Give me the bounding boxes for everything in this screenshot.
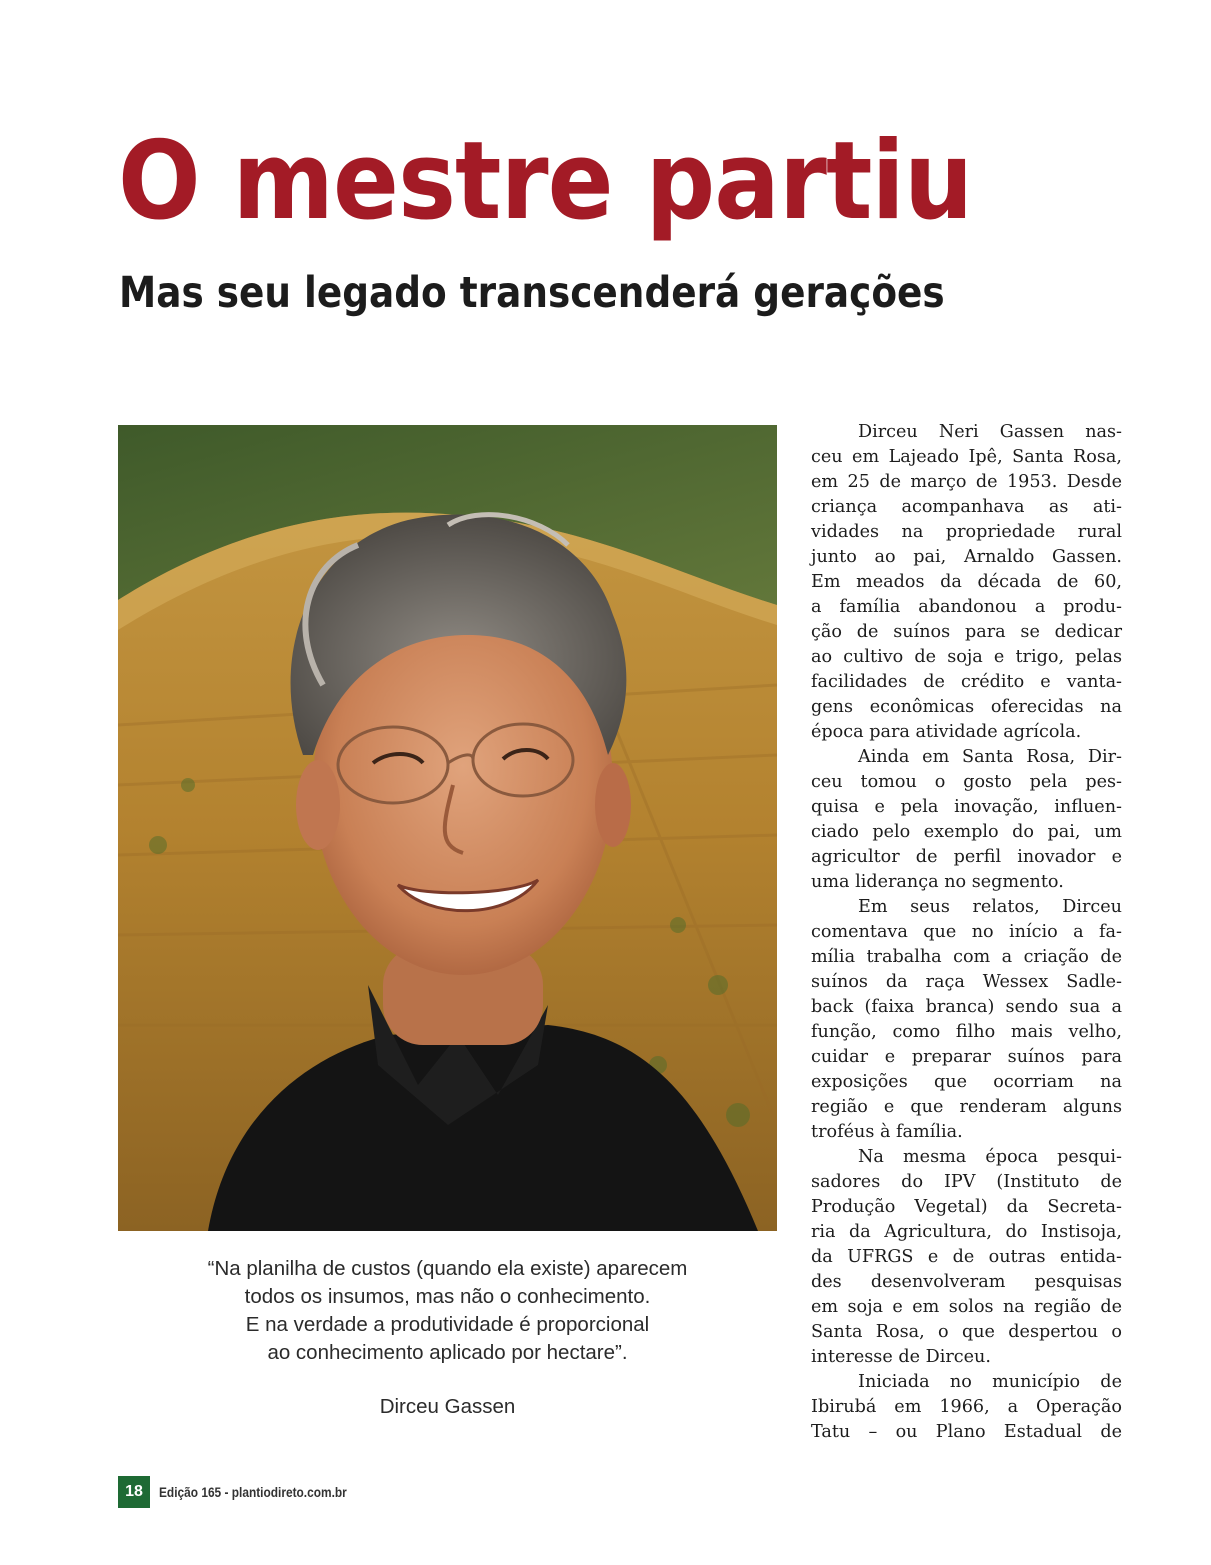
text-line: em soja e em solos na região de bbox=[811, 1297, 1122, 1317]
text-line: ceu em Lajeado Ipê, Santa Rosa, bbox=[811, 447, 1122, 467]
text-line: ceu tomou o gosto pela pes- bbox=[811, 772, 1122, 792]
text-line: troféus à família. bbox=[811, 1122, 963, 1142]
text-line: região e que renderam alguns bbox=[811, 1097, 1122, 1117]
text-line: interesse de Dirceu. bbox=[811, 1347, 991, 1367]
text-line: Ainda em Santa Rosa, Dir- bbox=[858, 747, 1122, 767]
article-paragraph bbox=[811, 1370, 1122, 1445]
text-line: facilidades de crédito e vanta- bbox=[811, 672, 1122, 692]
text-line: função, como filho mais velho, bbox=[811, 1022, 1122, 1042]
caption-line: todos os insumos, mas não o conhecimento. bbox=[244, 1285, 651, 1308]
text-line: Em seus relatos, Dirceu bbox=[858, 897, 1122, 917]
text-line: Dirceu Neri Gassen nas- bbox=[858, 422, 1122, 442]
caption-author: Dirceu Gassen bbox=[379, 1395, 516, 1418]
text-line: mília trabalha com a criação de bbox=[811, 947, 1122, 967]
text-line: ciado pelo exemplo do pai, um bbox=[811, 822, 1122, 842]
text-line: Tatu – ou Plano Estadual de bbox=[811, 1422, 1122, 1442]
article-paragraph bbox=[811, 895, 1122, 1145]
text-line: Produção Vegetal) da Secreta- bbox=[811, 1197, 1122, 1217]
text-line: quisa e pela inovação, influen- bbox=[811, 797, 1122, 817]
article-title: O mestre partiu bbox=[118, 119, 973, 244]
text-line: Ibirubá em 1966, a Operação bbox=[811, 1397, 1122, 1417]
text-line: comentava que no início a fa- bbox=[811, 922, 1122, 942]
caption-line: ao conhecimento aplicado por hectare”. bbox=[267, 1341, 628, 1364]
footer-edition-link[interactable]: Edição 165 - plantiodireto.com.br bbox=[159, 1484, 347, 1500]
caption-line: “Na planilha de custos (quando ela existe) aparecem bbox=[207, 1257, 688, 1280]
text-line: Iniciada no município de bbox=[858, 1372, 1122, 1392]
article-paragraph bbox=[811, 1145, 1122, 1370]
text-line: des desenvolveram pesquisas bbox=[811, 1272, 1122, 1292]
text-line: ao cultivo de soja e trigo, pelas bbox=[811, 647, 1122, 667]
text-line: Na mesma época pesqui- bbox=[858, 1147, 1122, 1167]
page-footer bbox=[118, 1476, 380, 1508]
article-paragraph bbox=[811, 745, 1122, 895]
text-line: agricultor de perfil inovador e bbox=[811, 847, 1122, 867]
page-number: 18 bbox=[118, 1476, 150, 1508]
text-line: criança acompanhava as ati- bbox=[811, 497, 1122, 517]
text-line: em 25 de março de 1953. Desde bbox=[811, 472, 1122, 492]
text-line: ção de suínos para se dedicar bbox=[811, 622, 1122, 642]
article-subtitle: Mas seu legado transcenderá gerações bbox=[119, 268, 945, 318]
text-line: sadores do IPV (Instituto de bbox=[811, 1172, 1122, 1192]
text-line: a família abandonou a produ- bbox=[811, 597, 1122, 617]
text-line: época para atividade agrícola. bbox=[811, 722, 1082, 742]
text-line: Em meados da década de 60, bbox=[811, 572, 1122, 592]
text-line: cuidar e preparar suínos para bbox=[811, 1047, 1122, 1067]
text-line: da UFRGS e de outras entida- bbox=[811, 1247, 1122, 1267]
text-line: vidades na propriedade rural bbox=[811, 522, 1122, 542]
text-line: uma liderança no segmento. bbox=[811, 872, 1064, 892]
text-line: exposições que ocorriam na bbox=[811, 1072, 1122, 1092]
article-body bbox=[811, 420, 1122, 1445]
portrait-photo bbox=[118, 425, 777, 1231]
text-line: back (faixa branca) sendo sua a bbox=[811, 997, 1122, 1017]
photo-caption bbox=[118, 1255, 777, 1367]
text-line: junto ao pai, Arnaldo Gassen. bbox=[811, 547, 1122, 567]
text-line: gens econômicas oferecidas na bbox=[811, 697, 1122, 717]
text-line: Santa Rosa, o que despertou o bbox=[811, 1322, 1122, 1342]
article-paragraph bbox=[811, 420, 1122, 745]
text-line: ria da Agricultura, do Instisoja, bbox=[811, 1222, 1122, 1242]
text-line: suínos da raça Wessex Sadle- bbox=[811, 972, 1122, 992]
portrait-photo-icon bbox=[118, 425, 777, 1231]
caption-line: E na verdade a produtividade é proporcional bbox=[245, 1313, 650, 1336]
